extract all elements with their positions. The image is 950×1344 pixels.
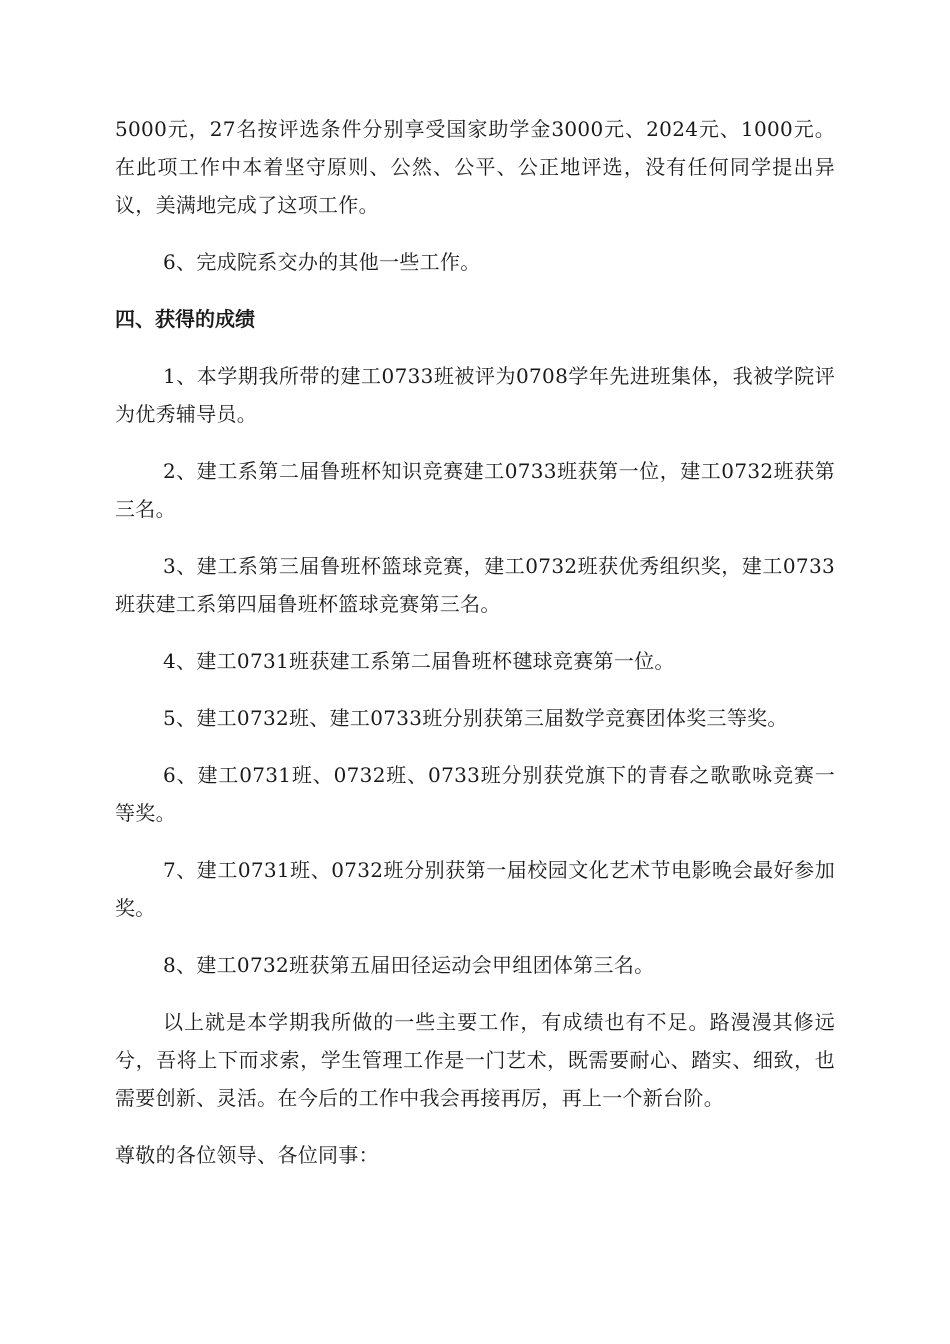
achievement-item-8: 8、建工0732班获第五届田径运动会甲组团体第三名。 xyxy=(163,953,655,977)
paragraph-item-6: 6、完成院系交办的其他一些工作。 xyxy=(163,250,481,274)
salutation-line: 尊敬的各位领导、各位同事： xyxy=(115,1143,379,1167)
achievement-item-4: 4、建工0731班获建工系第二届鲁班杯毽球竞赛第一位。 xyxy=(163,649,675,673)
achievement-item-6: 6、建工0731班、0732班、0733班分别获党旗下的青春之歌歌咏竞赛一等奖。 xyxy=(115,763,835,825)
achievement-item-7: 7、建工0731班、0732班分别获第一届校园文化艺术节电影晚会最好参加奖。 xyxy=(115,858,835,920)
achievement-item-1: 1、本学期我所带的建工0733班被评为0708学年先进班集体，我被学院评为优秀辅导员。 xyxy=(115,364,835,426)
achievement-item-2: 2、建工系第二届鲁班杯知识竞赛建工0733班获第一位，建工0732班获第三名。 xyxy=(115,459,835,521)
achievement-item-3: 3、建工系第三届鲁班杯篮球竞赛，建工0732班获优秀组织奖，建工0733班获建工系第四届鲁班杯篮球竞赛第三名。 xyxy=(115,554,835,616)
document-page xyxy=(115,110,835,1193)
paragraph-scholarship-continuation: 5000元，27名按评选条件分别享受国家助学金3000元、2024元、1000元。在此项工作中本着坚守原则、公然、公平、公正地评选，没有任何同学提出异议，美满地完成了这项工作。 xyxy=(115,117,835,217)
section-heading-achievements: 四、获得的成绩 xyxy=(115,307,255,331)
achievement-item-5: 5、建工0732班、建工0733班分别获第三届数学竞赛团体奖三等奖。 xyxy=(163,706,788,730)
paragraph-conclusion: 以上就是本学期我所做的一些主要工作，有成绩也有不足。路漫漫其修远兮，吾将上下而求索，学生管理工作是一门艺术，既需要耐心、踏实、细致，也需要创新、灵活。在今后的工作中我会再接再厉，再上一个新台阶。 xyxy=(115,1010,835,1110)
